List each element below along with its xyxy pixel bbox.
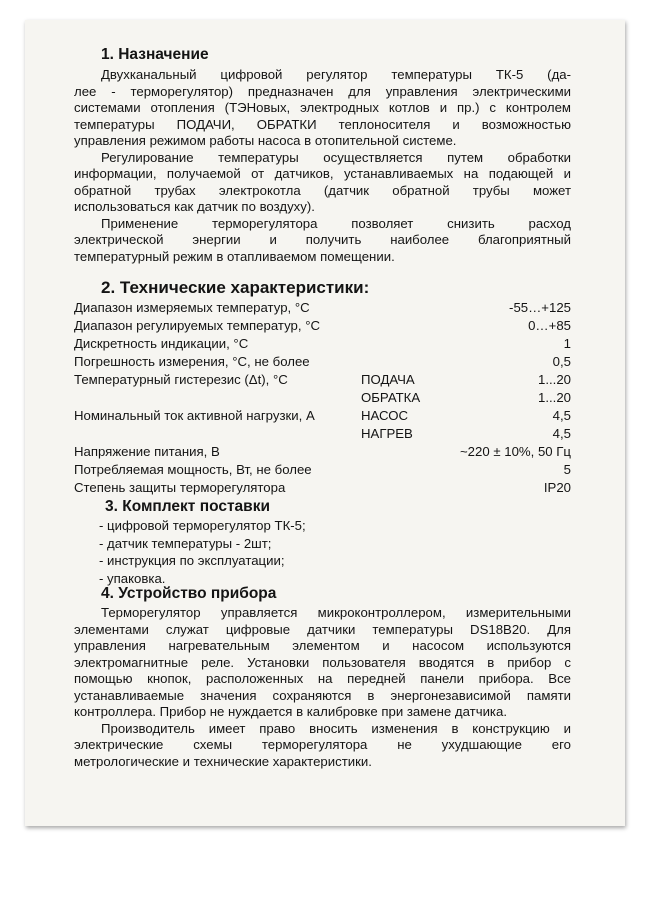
spec-value: 4,5 [552, 426, 571, 441]
s4-line-1: элементами служат цифровые датчики температуры DS18B20. Для [74, 621, 571, 637]
s4-line-7: Производитель имеет право вносить изменения в конструкцию и [101, 720, 571, 736]
spec-value: 1...20 [538, 390, 571, 405]
spec-row [74, 479, 571, 497]
document-page [25, 20, 625, 826]
spec-value: 0,5 [552, 354, 571, 369]
spec-row [74, 335, 571, 353]
s4-line-6: контроллера. Прибор не нуждается в калибровке при замене датчика. [74, 704, 507, 719]
section-1-title: 1. Назначение [101, 46, 209, 63]
spec-row [74, 353, 571, 371]
spec-value: 0…+85 [528, 318, 571, 333]
kit-item: - упаковка. [99, 570, 166, 586]
s4-line-2: управления нагревательным элементом и насосом используются [74, 638, 571, 653]
s1-line-1: лее - терморегулятор) предназначен для управления электрическими [74, 83, 571, 99]
spec-value: 1...20 [538, 372, 571, 387]
s1-line-11: температурный режим в отапливаемом помещении. [74, 248, 395, 264]
s1-line-10: электрической энергии и получить наиболее благоприятный [74, 232, 571, 247]
spec-value: IP20 [543, 480, 571, 495]
spec-row [74, 407, 571, 425]
section-4-title: 4. Устройство прибора [101, 585, 277, 602]
spec-value: 1 [563, 336, 571, 351]
s1-line-0: Двухканальный цифровой регулятор температуры ТК-5 (да- [101, 67, 571, 82]
spec-label: Степень защиты терморегулятора [74, 480, 286, 495]
spec-label: Температурный гистерезис (Δt), °С [74, 372, 288, 387]
spec-label: Напряжение питания, В [74, 444, 220, 459]
spec-channel: ОБРАТКА [361, 390, 421, 405]
s4-line-5: устанавливаемые значения сохраняются в энергонезависимой памяти [74, 687, 571, 703]
spec-channel: НАГРЕВ [361, 426, 413, 441]
section-2-title: 2. Технические характеристики: [101, 278, 370, 297]
kit-item: - инструкция по эксплуатации; [99, 553, 285, 568]
s4-line-8: электрические схемы терморегулятора не ухудшающие его [74, 737, 571, 752]
s1-line-3: температуры ПОДАЧИ, ОБРАТКИ теплоносителя и возможностью [74, 116, 571, 132]
spec-row [74, 389, 571, 407]
spec-channel: ПОДАЧА [361, 372, 415, 387]
spec-label: Диапазон измеряемых температур, °С [74, 300, 310, 315]
spec-value: ~220 ± 10%, 50 Гц [459, 444, 571, 459]
spec-value: -55…+125 [509, 300, 571, 315]
s1-line-5: Регулирование температуры осуществляется путем обработки [101, 149, 571, 165]
spec-label: Погрешность измерения, °С, не более [74, 354, 310, 369]
spec-label: Диапазон регулируемых температур, °С [74, 318, 320, 333]
spec-label: Потребляемая мощность, Вт, не более [74, 462, 312, 477]
spec-label: Дискретность индикации, °С [74, 336, 249, 351]
spec-row [74, 443, 571, 461]
s4-line-3: электромагнитные реле. Установки пользователя вводятся в прибор с [74, 654, 571, 670]
s4-line-0: Терморегулятор управляется микроконтроллером, измерительными [101, 605, 571, 620]
spec-label: Номинальный ток активной нагрузки, А [74, 408, 315, 423]
spec-row [74, 299, 571, 317]
s1-line-9: Применение терморегулятора позволяет снизить расход [101, 215, 571, 231]
s1-line-6: информации, получаемой от датчиков, устанавливаемых на подающей и [74, 166, 571, 181]
s1-line-2: системами отопления (ТЭНовых, электродных котлов и пр.) с контролем [74, 100, 571, 115]
s1-line-4: управления режимом работы насоса в отопительной системе. [74, 133, 457, 148]
spec-channel: НАСОС [361, 408, 409, 423]
spec-value: 4,5 [552, 408, 571, 423]
s1-line-7: обратной трубах электрокотла (датчик обратной трубы может [74, 182, 571, 198]
spec-row [74, 371, 571, 389]
spec-row [74, 317, 571, 335]
s4-line-9: метрологические и технические характеристики. [74, 753, 372, 769]
spec-row [74, 461, 571, 479]
s1-line-8: использоваться как датчик по воздуху). [74, 199, 315, 214]
kit-item: - цифровой терморегулятор ТК-5; [99, 518, 306, 533]
spec-value: 5 [563, 462, 571, 477]
kit-item: - датчик температуры - 2шт; [99, 535, 272, 551]
section-3-title: 3. Комплект поставки [105, 498, 270, 515]
spec-row [74, 425, 571, 443]
s4-line-4: помощью кнопок, расположенных на передней панели прибора. Все [74, 671, 571, 686]
